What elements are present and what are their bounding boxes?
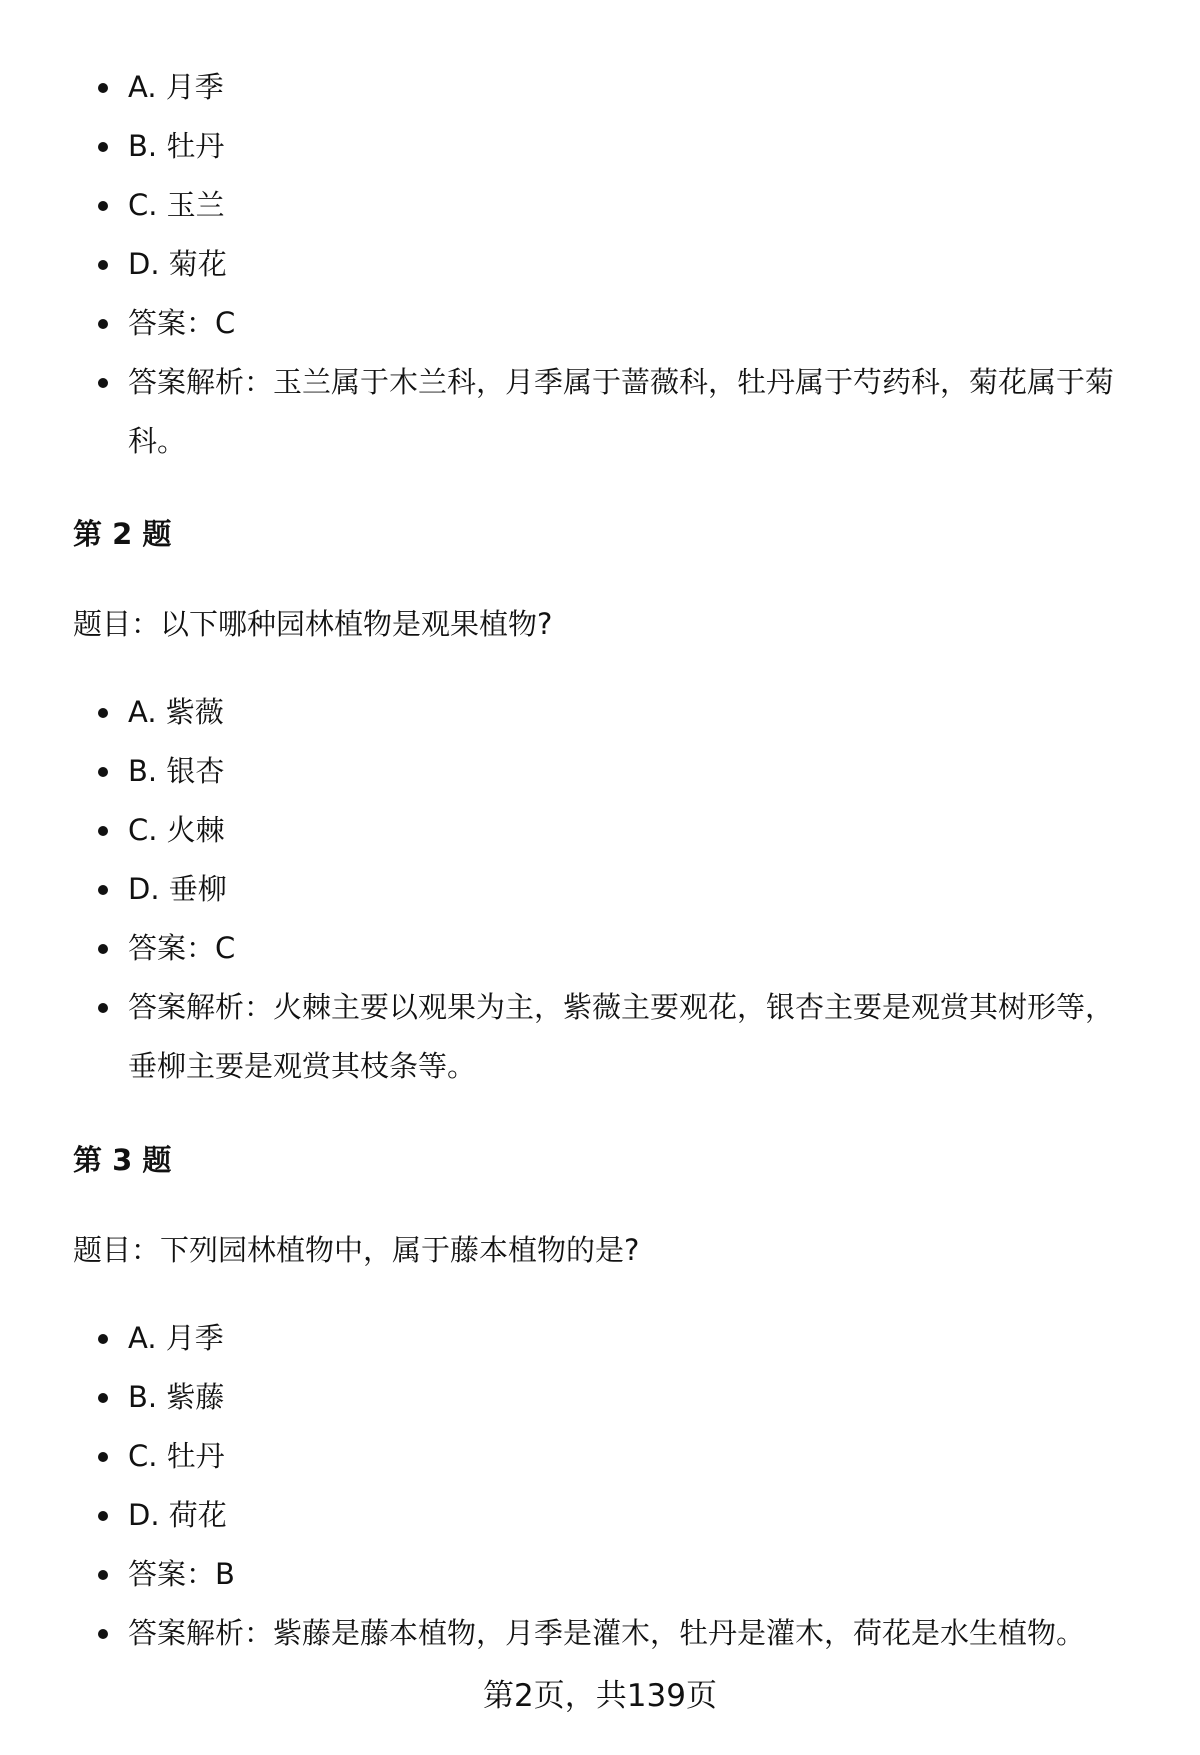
- q1-option-list: [0, 58, 1200, 471]
- bullet-icon: [98, 1452, 108, 1462]
- q3-explanation: 答案解析：紫藤是藤本植物，月季是灌木，牡丹是灌木，荷花是水生植物。: [0, 1604, 1200, 1663]
- q1-option-d: D. 菊花: [0, 235, 1200, 294]
- q1-option-a: A. 月季: [0, 58, 1200, 117]
- q3-heading: 第 3 题: [73, 1143, 172, 1177]
- bullet-icon: [98, 142, 108, 152]
- q2-question: 题目：以下哪种园林植物是观果植物?: [73, 607, 553, 641]
- bullet-icon: [98, 1334, 108, 1344]
- q1-explanation: 答案解析：玉兰属于木兰科，月季属于蔷薇科，牡丹属于芍药科，菊花属于菊科。: [0, 353, 1200, 471]
- bullet-icon: [98, 201, 108, 211]
- page-number-footer: 第2页，共139页: [483, 1678, 717, 1714]
- bullet-icon: [98, 944, 108, 954]
- q2-option-c: C. 火棘: [0, 801, 1200, 860]
- bullet-icon: [98, 83, 108, 93]
- q3-option-a: A. 月季: [0, 1309, 1200, 1368]
- q1-option-b: B. 牡丹: [0, 117, 1200, 176]
- bullet-icon: [98, 1003, 108, 1013]
- q3-answer: 答案：B: [0, 1545, 1200, 1604]
- bullet-icon: [98, 1511, 108, 1521]
- q2-option-d: D. 垂柳: [0, 860, 1200, 919]
- q1-answer: 答案：C: [0, 294, 1200, 353]
- bullet-icon: [98, 319, 108, 329]
- bullet-icon: [98, 260, 108, 270]
- bullet-icon: [98, 767, 108, 777]
- bullet-icon: [98, 1393, 108, 1403]
- q3-question: 题目：下列园林植物中，属于藤本植物的是?: [73, 1233, 640, 1267]
- bullet-icon: [98, 885, 108, 895]
- q3-option-d: D. 荷花: [0, 1486, 1200, 1545]
- q2-answer: 答案：C: [0, 919, 1200, 978]
- bullet-icon: [98, 826, 108, 836]
- q2-option-a: A. 紫薇: [0, 683, 1200, 742]
- q2-option-b: B. 银杏: [0, 742, 1200, 801]
- q3-option-c: C. 牡丹: [0, 1427, 1200, 1486]
- bullet-icon: [98, 1629, 108, 1639]
- q3-option-b: B. 紫藤: [0, 1368, 1200, 1427]
- bullet-icon: [98, 1570, 108, 1580]
- bullet-icon: [98, 378, 108, 388]
- q2-option-list: [0, 683, 1200, 1096]
- q2-explanation: 答案解析：火棘主要以观果为主，紫薇主要观花，银杏主要是观赏其树形等，垂柳主要是观赏其枝条等。: [0, 978, 1200, 1096]
- bullet-icon: [98, 708, 108, 718]
- q3-option-list: [0, 1309, 1200, 1663]
- q1-option-c: C. 玉兰: [0, 176, 1200, 235]
- q2-heading: 第 2 题: [73, 517, 172, 551]
